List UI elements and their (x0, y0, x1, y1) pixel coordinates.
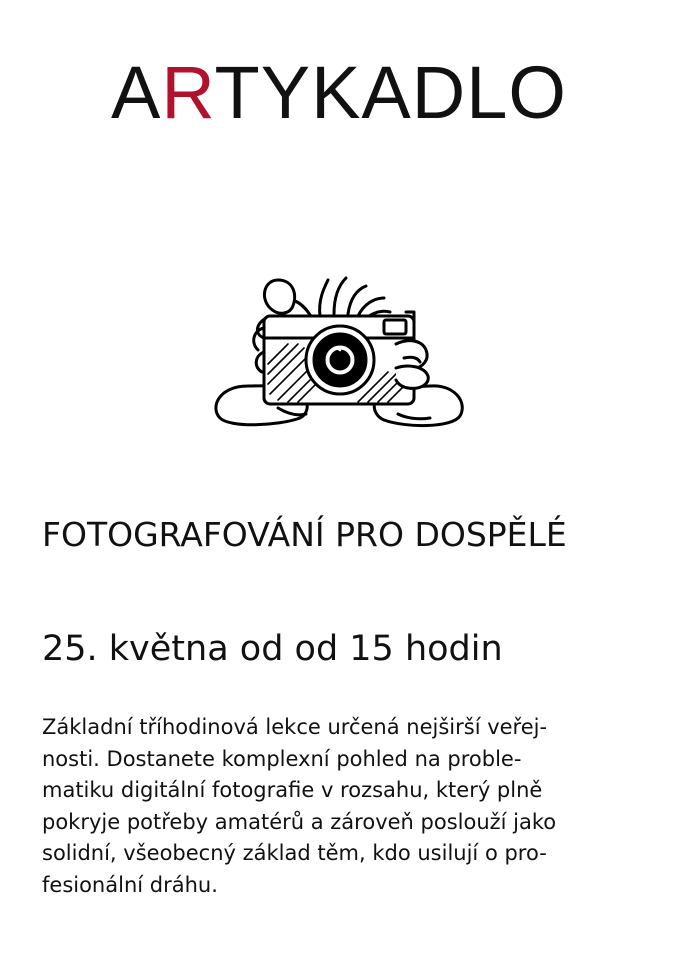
artykadlo-logo (0, 51, 678, 134)
description-line: nosti. Dostanete komplexní pohled na proble- (42, 746, 522, 771)
logo-letter-r-accent: R (161, 51, 215, 134)
logo-letter-a: A (111, 51, 162, 134)
description-line: matiku digitální fotografie v rozsahu, který plně (42, 778, 543, 802)
event-title: FOTOGRAFOVÁNÍ PRO DOSPĚLÉ (42, 515, 567, 554)
description-line: pokryje potřeby amatérů a zároveň poslouží jako (42, 809, 557, 834)
event-description (42, 712, 642, 901)
logo-rest: TYKADLO (214, 51, 567, 134)
description-line: fesionální dráhu. (42, 872, 218, 897)
description-line: Základní tříhodinová lekce určená nejširší veřej- (42, 715, 548, 739)
photographer-with-camera-icon (208, 268, 468, 438)
event-date: 25. května od od 15 hodin (42, 629, 503, 669)
description-line: solidní, všeobecný základ těm, kdo usilují o pro- (42, 841, 547, 865)
